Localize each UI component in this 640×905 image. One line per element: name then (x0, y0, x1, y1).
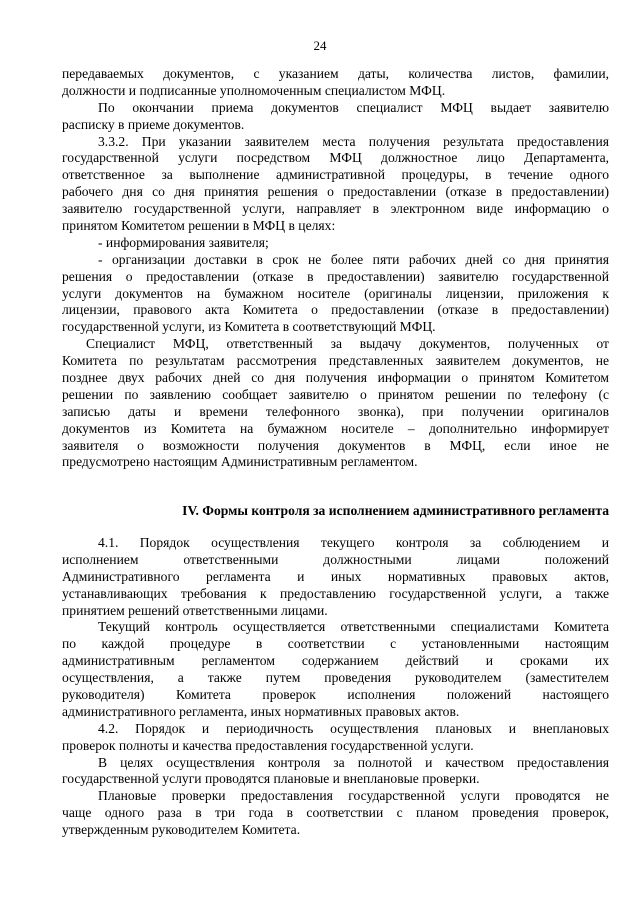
text-line: руководителя) Комитета проверок исполнения положений настоящего (62, 687, 609, 703)
text-line: Плановые проверки предоставления государственной услуги проводятся не (98, 788, 609, 804)
text-line: осуществления, а также путем проведения руководителем (заместителем (62, 670, 609, 686)
text-line: В целях осуществления контроля за полнотой и качеством предоставления (98, 754, 609, 770)
text-line: записью даты и времени телефонного звонка), при получении оригиналов (62, 403, 609, 419)
text-line: 3.3.2. При указании заявителем места получения результата предоставления (98, 133, 609, 149)
text-line: государственной услуги посредством МФЦ должностное лицо Департамента, (62, 150, 609, 166)
text-line: проверок полноты и качества предоставления государственной услуги. (62, 737, 474, 753)
text-line: принятием решений ответственными лицами. (62, 602, 328, 618)
text-line: Текущий контроль осуществляется ответственными специалистами Комитета (98, 619, 609, 635)
text-line: административным регламентом содержанием действий и сроками их (62, 653, 609, 669)
text-line: лицензии, правового акта Комитета о предоставлении (отказе в предоставлении) (62, 302, 609, 318)
text-line: решения о предоставлении (отказе в предоставлении) заявителю государственной (62, 268, 609, 284)
text-line: - организации доставки в срок не более пяти рабочих дней со дня принятия (98, 251, 609, 267)
text-line: устанавливающих требования к предоставлению государственной услуги, а также (62, 585, 609, 601)
text-line: Специалист МФЦ, ответственный за выдачу документов, полученных от (86, 336, 609, 352)
text-line: Комитета по результатам рассмотрения представленных заявителем документов, не (62, 353, 609, 369)
text-line: государственной услуги проводятся плановые и внеплановые проверки. (62, 771, 480, 787)
text-line: исполнением ответственными должностными лицами положений (62, 551, 609, 567)
text-line: заявителя о возможности получения документов в МФЦ, если иное не (62, 437, 609, 453)
text-line: По окончании приема документов специалист МФЦ выдает заявителю (98, 99, 609, 115)
section-4-text (62, 535, 609, 839)
text-line: государственной услуги, из Комитета в соответствующий МФЦ. (62, 319, 436, 335)
text-line: услуги документов на бумажном носителе (оригиналы лицензии, приложения к (62, 285, 609, 301)
text-line: документов из Комитета на бумажном носителе – дополнительно информирует (62, 420, 609, 436)
text-line: решении по заявлению сообщает заявителю о принятом решении по телефону (с (62, 386, 609, 402)
text-line: - информирования заявителя; (98, 234, 269, 250)
text-line: предусмотрено настоящим Административным регламентом. (62, 454, 418, 470)
page-number: 24 (313, 38, 327, 53)
text-line: передаваемых документов, с указанием даты, количества листов, фамилии, (62, 66, 609, 81)
text-line: принятом Комитетом решении в МФЦ в целях: (62, 218, 336, 234)
text-line: 4.1. Порядок осуществления текущего контроля за соблюдением и (98, 535, 609, 550)
section-4-heading: IV. Формы контроля за исполнением административного регламента (182, 503, 609, 518)
text-line: Административного регламента и иных нормативных правовых актов, (62, 568, 609, 584)
text-line: должности и подписанные уполномоченным специалистом МФЦ. (62, 82, 446, 98)
text-line: чаще одного раза в три года в соответствии с планом проведения проверок, (62, 805, 609, 821)
section-3-text (62, 66, 609, 471)
text-line: утвержденным руководителем Комитета. (62, 822, 301, 838)
text-line: административного регламента, иных нормативных правовых актов. (62, 703, 460, 719)
text-line: рабочего дня со дня принятия решения о предоставлении (отказе в предоставлении) (62, 184, 609, 200)
text-line: ответственное за выполнение административной процедуры, в течение одного (62, 167, 609, 183)
text-line: заявителю государственной услуги, направляет в электронном виде информацию о (62, 201, 609, 217)
text-line: расписку в приеме документов. (62, 116, 245, 132)
text-line: 4.2. Порядок и периодичность осуществления плановых и внеплановых (98, 720, 609, 736)
text-line: позднее двух рабочих дней со дня получения информации о принятом Комитетом (62, 370, 609, 386)
text-line: по каждой процедуре в соответствии с установленными настоящим (62, 636, 609, 652)
